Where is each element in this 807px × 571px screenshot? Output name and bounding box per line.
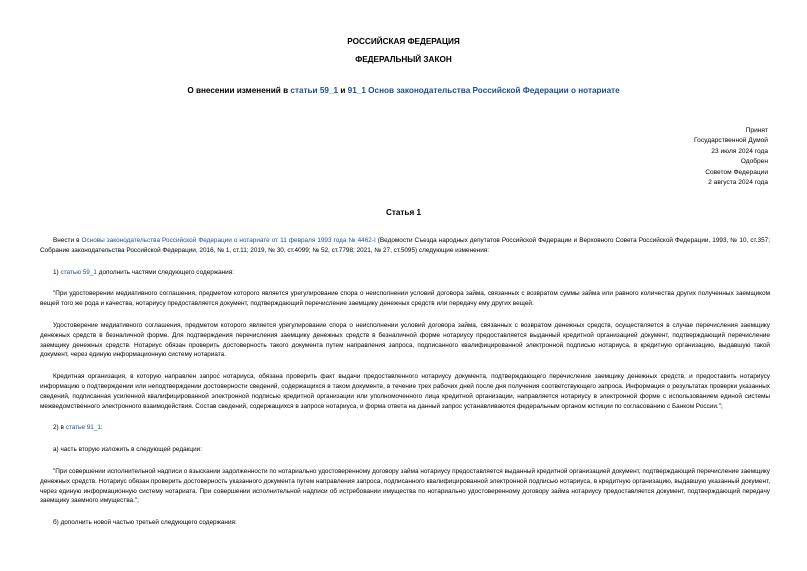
title-prefix: О внесении изменений в — [187, 86, 291, 95]
adoption-block — [568, 126, 768, 188]
item-1-post: дополнить частями следующего содержания: — [96, 268, 234, 276]
title-link-article-91-1[interactable]: 91_1 — [347, 86, 366, 95]
adoption-line: Одобрен — [740, 158, 768, 166]
item-2 — [40, 423, 770, 433]
paragraph-3: Кредитная организация, в которую направлен запрос нотариуса, обязана проверить факт выдачи предоставленного нотариусу документа, подтверждающего перечисление заемщику денежных средств, и предоставить нотариусу информацию о подтверждении или неподтверждении достоверности сведений, содержащихся в таком документе, в течение трех рабочих дней после дня получения соответствующего запроса. Информация о результатах проверки указанных сведений, подписанная усиленной квалифицированной электронной подписью кредитной организации или уполномоченного лица кредитной организации, направляется нотариусу в электронной форме с использованием единой системы межведомственного электронного взаимодействия. Состав сведений, содержащихся в запросе нотариуса, и форма ответа на данный запрос устанавливаются федеральным органом юстиции по согласованию с Банком России."; — [40, 373, 770, 410]
article-59-1-link[interactable]: статью 59_1 — [60, 268, 97, 276]
article-heading: Статья 1 — [385, 208, 422, 217]
item-2-pre: 2) в — [53, 424, 66, 432]
law-title — [0, 86, 807, 96]
paragraph-2: Удостоверение медиативного соглашения, предметом которого является урегулирование спора о неисполнении условий договора займа, связанных с возвратом денежных средств, осуществляется в случае перечисления заемщику денежных средств в безналичной форме. Для подтверждения перечисления заемщику денежных средств в безналичной форме нотариусу предоставляется выданный кредитной организацией документ, подтверждающий перечисление заемщику денежных средств. Нотариус обязан проверить достоверность такого документа путем направления запроса, подписанного квалифицированной электронной подписью нотариуса, в кредитную организацию, выдавшую такой документ, через единую информационную систему нотариата. — [40, 321, 770, 359]
item-2-post: : — [100, 424, 103, 432]
intro-pre: Внести в — [53, 237, 82, 244]
quote-paragraph-2: "При совершении исполнительной надписи о взыскании задолженности по нотариально удостоверенному договору займа нотариусу предоставляется выданный кредитной организацией документ, подтверждающий перечисление заемщику денежных средств. Нотариус обязан проверить достоверность указанного документа путем направления запроса, подписанного квалифицированной электронной подписью нотариуса, в кредитную организацию, выдавшую указанный документ, через единую информационную систему нотариата. При совершении исполнительной надписи об истребовании имущества по нотариально удостоверенному договору займа нотариусу предоставляется документ, подтверждающий передачу заемщику заемного имущества."; — [40, 467, 770, 505]
adoption-line: 23 июля 2024 года — [711, 147, 768, 155]
adoption-line: Принят — [745, 127, 768, 134]
adoption-line: Советом Федерации — [705, 168, 768, 176]
article-91-1-link[interactable]: статье 91_1 — [65, 424, 101, 432]
item-2b: б) дополнить новой частью третьей следующего содержания: — [53, 519, 237, 527]
intro-paragraph — [40, 236, 770, 256]
adoption-line: Государственной Думой — [694, 137, 768, 145]
item-2a: а) часть вторую изложить в следующей редакции: — [53, 446, 202, 454]
quote-paragraph-1: "При удостоверении медиативного соглашения, предметом которого является урегулирование спора о неисполнении условий договора займа, связанных с возвратом суммы займа или равного количества других полученных заемщиком вещей того же рода и качества, нотариусу предоставляется документ, подтверждающий перечисление заемщику денежных средств или передачу ему других вещей. — [40, 290, 770, 308]
country-heading: РОССИЙСКАЯ ФЕДЕРАЦИЯ — [347, 37, 460, 46]
intro-post: (Ведомости Съезда народных депутатов Российской Федерации и Верховного Совета Российской Федерации, 1993, № 10, ст.357; Собрание законодательства Российской Федерации, 2016, № 1, ст.11; 2019, № 30, ст.4099; № 52, ст.7798; 2021, № 27, ст.5095) следующие изменения: — [40, 237, 770, 254]
notary-law-link[interactable]: Основы законодательства Российской Федерации о нотариате от 11 февраля 1993 года № 4462-I — [81, 237, 376, 244]
adoption-line: 2 августа 2024 года — [708, 179, 768, 187]
item-1 — [40, 268, 770, 278]
article-body — [40, 236, 770, 539]
title-mid: и — [338, 86, 348, 95]
law-type-heading: ФЕДЕРАЛЬНЫЙ ЗАКОН — [355, 55, 452, 64]
title-link-notary-law[interactable]: Основ законодательства Российской Федерации о нотариате — [365, 86, 620, 95]
item-1-pre: 1) — [53, 268, 61, 276]
title-link-article-59-1[interactable]: статьи 59_1 — [290, 86, 339, 95]
